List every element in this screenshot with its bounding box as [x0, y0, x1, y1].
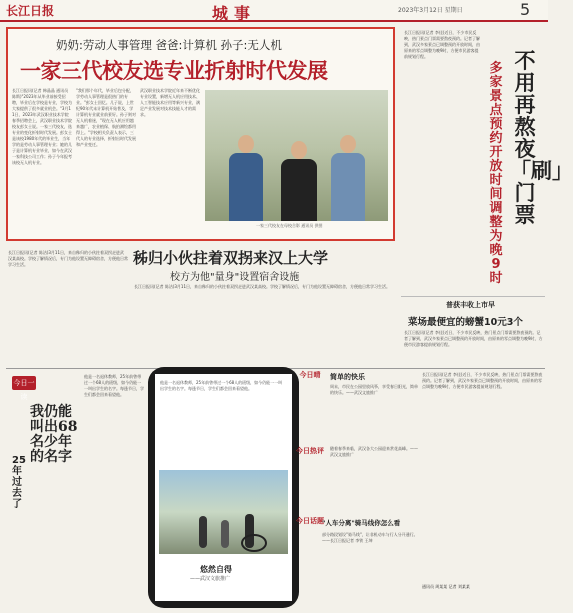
person-figure-right: [331, 135, 365, 221]
person-figure-center: [281, 141, 317, 221]
note-tag-1: 今日晴: [299, 371, 321, 379]
mid-story-body-left: 长江日报讯(记者 陈洁)3月11日，来自秭归的小伙拄着双拐走进武汉某高校。学校了解情况后，专门为他设置无障碍宿舍，方便他日常学习生活。: [8, 250, 128, 267]
phone-screen-text: 他是一名退休教师，25年前曾带过一个68人的班级，如今仍能一一叫出学生的名字。每逢节日，学生们都会回来看望他。: [160, 380, 283, 391]
bottom-body: 他是一名退休教师，25年前曾带过一个68人的班级，如今仍能一一叫出学生的名字。每逢节日，学生们都会回来看望他。: [84, 374, 144, 397]
page-number: 5: [520, 0, 531, 19]
mid-story-body: 长江日报讯(记者 陈洁)3月11日，来自秭归的小伙拄着双拐走进武汉某高校。学校了解情况后，专门为他设置无障碍宿舍，方便他日常学习生活。: [134, 284, 391, 289]
right-column-headline: 不用再熬夜「刷」门票: [510, 48, 573, 227]
note-tag-2: 今日热评: [296, 447, 324, 455]
note-body-3: 部分路段划设"骑马线"，让非机动车与行人分开通行。——长江日报记者 李铁 王坤: [322, 532, 418, 543]
photo-caption: 一家三代校友在母校合影 通讯员 供图: [256, 223, 323, 228]
newspaper-logo: 长江日报: [6, 4, 55, 18]
today-read-tag: 今日一读: [12, 376, 36, 390]
mid-story-subhead: 校方为他"量身"设置宿舍设施: [170, 272, 300, 283]
section-title: 城事: [212, 4, 257, 23]
feature-headline: 一家三代校友选专业折射时代发展: [20, 58, 328, 83]
note-body-1: 周末，市民在公园里放风筝，享受春日阳光，简单的快乐。——武汉文旅推广: [330, 384, 418, 395]
right-column-body: 长江日报讯(记者 李佳)近日，不少市民反映，热门景点门票需要熬夜预约。记者了解到，武汉多家景点已调整预约开放时间，由原来的零点调整为晚9时，方便市民游客提前规划行程。: [404, 30, 480, 59]
footer-note: 通讯员 周某某 记者 刘某某: [422, 584, 470, 589]
right-bottom-body: 长江日报讯(记者 李佳)近日，不少市民反映，热门景点门票需要熬夜预约。记者了解到，武汉多家景点已调整预约开放时间，由原来的零点调整为晚9时，方便市民游客提前规划行程。: [422, 372, 543, 389]
street-photo: [159, 470, 288, 554]
bottom-subhead: 25年过去了: [12, 455, 26, 510]
masthead: [0, 0, 548, 22]
market-body: 长江日报讯(记者 李佳)近日，不少市民反映，热门景点门票需要熬夜预约。记者了解到，武汉多家景点已调整预约开放时间，由原来的零点调整为晚9时，方便市民游客提前规划行程。: [404, 330, 543, 347]
bottom-headline: 我仍能叫出68名少年的名字: [30, 404, 78, 465]
photo-caption-title: 悠然自得: [200, 565, 232, 574]
mid-story-headline: 秭归小伙拄着双拐来汉上大学: [133, 249, 329, 267]
photo-caption-sub: ——武汉文旅推广: [190, 576, 231, 582]
feature-body-col-1: 长江日报讯(记者 韩晶晶 通讯员 陈斯)"2023年从毕业前接受招聘，毕业后在学校是专业，学校为大家提供了很多就业机会。"3月11日，2023年武汉职业技术学院春季招聘会上，武汉职业技术学院校友彭女士说。一家三代校友，选专业的变化折射时代发展。彭女士是该校1980年代的毕业生，当年学的是劳动人事管理专业；她的儿子是计算机专业毕业，如今在武汉一家科技公司工作；孙子今年报考该校无人机专业。: [12, 88, 72, 165]
note-title-1: 简单的快乐: [330, 373, 365, 381]
feature-body-col-2: "我们那个年代，毕业后包分配，学劳动人事管理是很热门的专业。"彭女士回忆。儿子说，上世纪90年代末计算机开始普及，学计算机专业就业前景好。孙子则对无人机着迷，"现在无人机应用越来越广，农业植保、航拍测绘都用得上。"学校相关负责人表示，三代人的专业选择，折射出时代发展和产业变迁。: [76, 88, 136, 147]
market-kicker: 普获丰收上市早: [446, 301, 495, 309]
feature-kicker: 奶奶:劳动人事管理 爸爸:计算机 孙子:无人机: [56, 38, 282, 52]
note-title-3: "人车分离"骑马线你怎么看: [322, 519, 401, 527]
right-column-subhead: 多家景点预约开放时间调整为晚9时: [489, 61, 503, 286]
divider: [401, 296, 545, 297]
dateline: 2023年3月12日 星期日: [398, 7, 463, 14]
market-headline: 菜场最便宜的螃蟹10元3个: [408, 317, 523, 328]
note-tag-3: 今日话题: [296, 517, 324, 525]
feature-body-col-3: 武汉职业技术学院近年来不断优化专业设置，新增无人机应用技术、人工智能技术应用等新兴专业，满足产业发展对技术技能人才的需求。: [140, 88, 200, 117]
person-figure-left: [229, 135, 263, 221]
note-body-2: 随着春季来临，武汉各大公园迎来赏花高峰。——武汉文旅推广: [330, 446, 418, 457]
family-photo: [205, 90, 388, 221]
